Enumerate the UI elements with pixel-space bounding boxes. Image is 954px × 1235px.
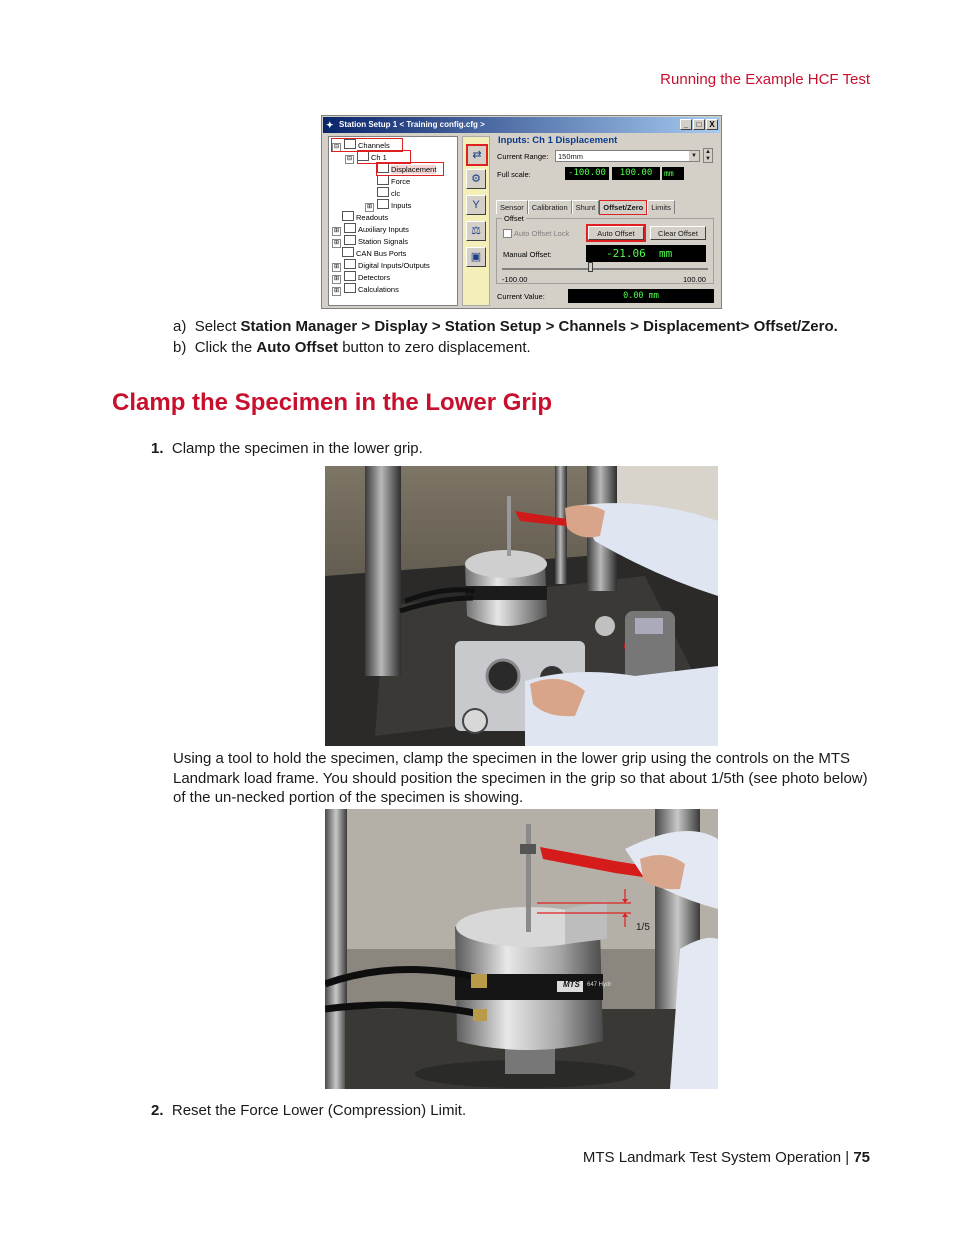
full-scale-unit: mm — [662, 167, 684, 180]
signal-icon — [344, 235, 356, 245]
tree-item-inputs[interactable]: ⊞ Inputs — [366, 201, 412, 210]
auto-offset-ref: Auto Offset — [256, 339, 339, 356]
menu-path: Station Manager > Display > Station Setup > Channels > Displacement> Offset/Zero. — [240, 318, 838, 335]
detector-icon — [344, 271, 356, 281]
tab-limits[interactable]: Limits — [647, 200, 675, 214]
calibration-tool-icon[interactable]: ⚖ — [466, 221, 486, 241]
current-range-select[interactable]: 150mm ▼ — [555, 150, 700, 162]
current-range-label: Current Range: — [497, 152, 549, 161]
input-icon — [344, 223, 356, 233]
chevron-down-icon[interactable]: ▼ — [689, 151, 699, 161]
page-footer — [583, 1149, 870, 1166]
tree-item-readouts[interactable]: Readouts — [342, 211, 388, 222]
full-scale-min: -100.00 — [565, 167, 609, 180]
grip-model-label: 647 Hydr — [587, 982, 612, 988]
window-title: Station Setup 1 < Training config.cfg > — [339, 120, 485, 129]
tree-expander[interactable]: ⊞ — [333, 240, 340, 246]
actuator-tool-icon[interactable]: ⚙ — [466, 169, 486, 189]
tree-expander[interactable]: ⊞ — [366, 204, 373, 210]
channel-icon — [344, 139, 356, 149]
offset-slider-track[interactable] — [502, 268, 708, 270]
window-titlebar — [323, 117, 720, 133]
readout-icon — [342, 211, 354, 221]
tree-item-detectors[interactable]: ⊞ Detectors — [333, 273, 391, 282]
tree-item-ch1[interactable]: ⊟ Ch 1 — [346, 153, 387, 162]
sensor-icon — [377, 199, 389, 209]
sensor-icon — [377, 187, 389, 197]
panel-title: Inputs: Ch 1 Displacement — [498, 135, 618, 146]
clear-offset-button[interactable]: Clear Offset — [650, 226, 706, 240]
section-title: Clamp the Specimen in the Lower Grip — [112, 389, 553, 416]
positioning-paragraph: Using a tool to hold the specimen, clamp the specimen in the lower grip using the controls on the MTS Landmark load frame. You should position the specimen in the grip so that about 1/5th (see photo below) of the un-necked portion of the specimen is showing. — [173, 750, 868, 806]
mts-brand-label: MTS — [563, 980, 580, 989]
auto-offset-lock-checkbox[interactable] — [503, 229, 512, 238]
current-value-label: Current Value: — [497, 292, 545, 301]
running-header: Running the Example HCF Test — [660, 71, 870, 88]
tool-icon-column — [462, 136, 490, 306]
tab-shunt[interactable]: Shunt — [572, 200, 600, 214]
substep-a: a) Select Station Manager > Display > Station Setup > Channels > Displacement> Offset/Zero. — [173, 318, 838, 335]
step-1: 1. Clamp the specimen in the lower grip. — [151, 440, 423, 457]
inputs-panel — [494, 134, 718, 306]
page-number: 75 — [853, 1149, 870, 1166]
auto-offset-lock-label: Auto Offset Lock — [514, 229, 570, 238]
sensor-icon — [377, 175, 389, 185]
minimize-button[interactable]: _ — [680, 119, 692, 130]
maximize-button[interactable]: □ — [693, 119, 705, 130]
tree-item-digital-io[interactable]: ⊞ Digital Inputs/Outputs — [333, 261, 430, 270]
full-scale-max: 100.00 — [612, 167, 660, 180]
tree-item-aux-inputs[interactable]: ⊞ Auxiliary Inputs — [333, 225, 409, 234]
tree-expander[interactable]: ⊟ — [346, 156, 353, 162]
tree-expander[interactable]: ⊞ — [333, 288, 340, 294]
one-fifth-annotation: 1/5 — [636, 922, 650, 933]
current-value-display: 0.00 mm — [568, 289, 714, 303]
tree-expander[interactable]: ⊟ — [333, 144, 340, 150]
display-tool-icon[interactable]: ▣ — [466, 247, 486, 267]
tree-expander[interactable]: ⊞ — [333, 228, 340, 234]
sensor-icon — [377, 163, 389, 173]
slider-max-label: 100.00 — [683, 275, 706, 284]
photo-clamping-specimen — [325, 466, 718, 746]
station-tree — [328, 136, 458, 306]
photo-specimen-one-fifth — [325, 809, 718, 1089]
app-icon: ✦ — [326, 120, 334, 130]
inputs-tool-icon[interactable]: ⇄ — [466, 144, 488, 166]
tab-calibration[interactable]: Calibration — [528, 200, 572, 214]
close-button[interactable]: X — [706, 119, 718, 130]
slider-min-label: -100.00 — [502, 275, 528, 284]
tab-offset-zero[interactable]: Offset/Zero — [599, 200, 647, 215]
offset-slider-thumb[interactable] — [588, 262, 593, 272]
tree-expander[interactable]: ⊞ — [333, 276, 340, 282]
tree-item-displacement[interactable]: Displacement — [377, 163, 436, 174]
step-2: 2. Reset the Force Lower (Compression) Limit. — [151, 1102, 467, 1119]
tree-item-clc[interactable]: clc — [377, 187, 400, 198]
range-spinner[interactable]: ▲ ▼ — [703, 148, 713, 163]
panel-tabs — [496, 200, 675, 214]
station-setup-screenshot — [321, 115, 722, 309]
folder-icon — [342, 247, 354, 257]
auto-offset-button[interactable]: Auto Offset — [588, 226, 644, 240]
tree-item-channels[interactable]: ⊟ Channels — [333, 141, 390, 150]
tree-item-can-bus[interactable]: CAN Bus Ports — [342, 247, 406, 258]
manual-offset-display: -21.06 mm — [586, 245, 706, 262]
substep-b: b) Click the Auto Offset button to zero displacement. — [173, 339, 531, 356]
offset-group-label: Offset — [504, 214, 524, 223]
tree-expander[interactable]: ⊞ — [333, 264, 340, 270]
full-scale-label: Full scale: — [497, 170, 531, 179]
fork-tool-icon[interactable]: Y — [466, 195, 486, 215]
channel-icon — [357, 151, 369, 161]
footer-separator: | — [845, 1149, 850, 1166]
tab-sensor[interactable]: Sensor — [496, 200, 528, 214]
tree-item-calculations[interactable]: ⊞ Calculations — [333, 285, 399, 294]
digital-io-icon — [344, 259, 356, 269]
tree-item-station-signals[interactable]: ⊞ Station Signals — [333, 237, 409, 246]
manual-title: MTS Landmark Test System Operation — [582, 1149, 842, 1166]
manual-offset-label: Manual Offset: — [503, 250, 552, 259]
calculation-icon — [344, 283, 356, 293]
tree-item-force[interactable]: Force — [377, 175, 410, 186]
